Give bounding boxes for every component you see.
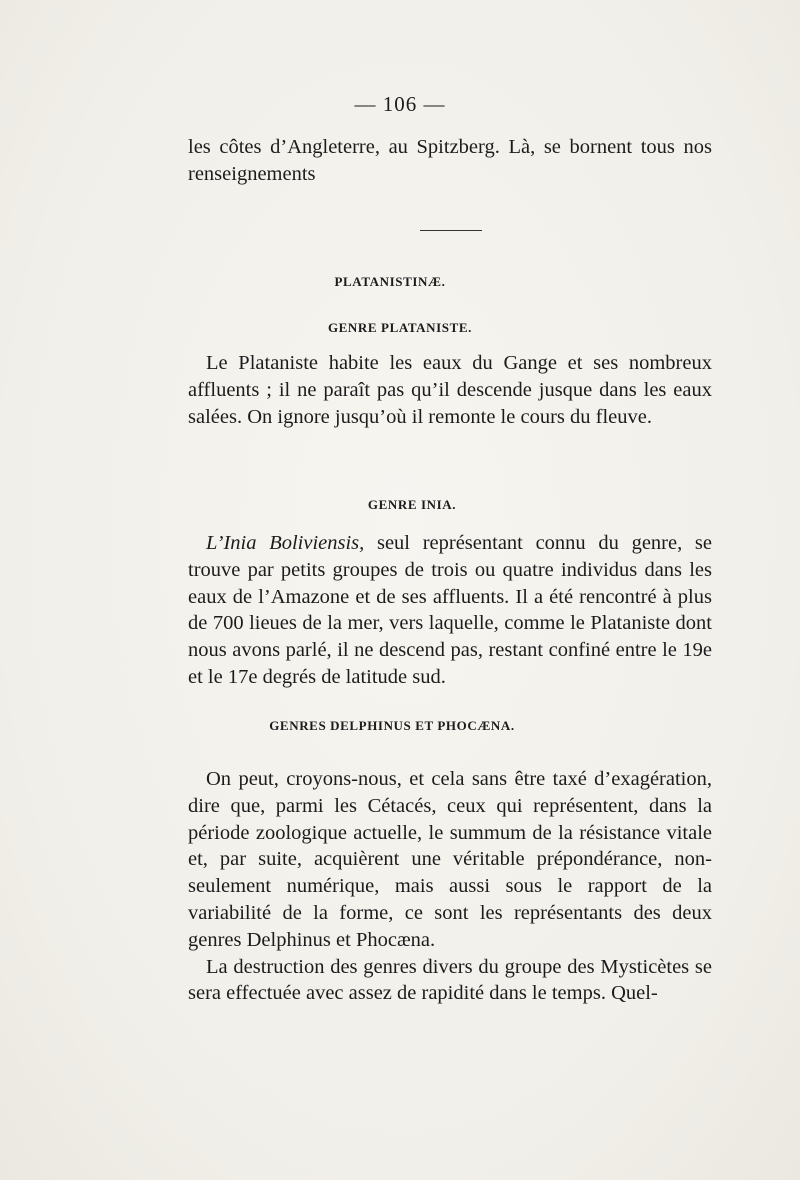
paragraph-rest: seul représentant connu du genre, se trouve par petits groupes de trois ou quatre individus dans les eaux de l’Amazone et de ses affluents. Il a été rencontré à plus de 700 lieues de la mer, vers laquelle, comme le Plataniste dont nous avons parlé, il ne descend pas, restant confiné entre le 19e et le 17e degrés de latitude sud.	[188, 532, 713, 688]
paragraph-continuation	[188, 134, 712, 188]
separator-rule	[420, 230, 482, 231]
taxon-italic: L’Inia Boliviensis,	[206, 532, 365, 554]
paragraph-inia	[188, 530, 712, 691]
section-heading-genre-plataniste	[0, 320, 800, 336]
paragraph-plataniste	[188, 350, 712, 430]
heading-text: PLATANISTINÆ.	[334, 274, 446, 289]
section-heading-genres-delphinus-phocaena	[0, 718, 792, 734]
heading-text: GENRE PLATANISTE.	[327, 320, 473, 335]
heading-text: GENRES DELPHINUS ET PHOCÆNA.	[269, 718, 515, 733]
paragraph-text: les côtes d’Angleterre, au Spitzberg. Là, se bornent tous nos renseignements	[188, 136, 712, 185]
paragraph-text: Le Plataniste habite les eaux du Gange et ses nombreux affluents ; il ne paraît pas qu’il descende jusque dans les eaux salées. On ignore jusqu’où il remonte le cours du fleuve.	[188, 352, 712, 428]
heading-text: GENRE INIA.	[367, 497, 457, 512]
page-number: — 106 —	[354, 92, 446, 116]
section-heading-genre-inia	[12, 497, 800, 513]
paragraph-text: La destruction des genres divers du groupe des Mysticètes se sera effectuée avec assez de rapidité dans le temps. Quel-	[188, 955, 712, 1005]
paragraph-text: On peut, croyons-nous, et cela sans être taxé d’exagération, dire que, parmi les Cétacés, ceux qui représentent, dans la période zoologique actuelle, le summum de la résistance vitale et, par suite, acquièrent une véritable prépondérance, non-seulement numérique, mais aussi sous le rapport de la variabilité de la forme, ce sont les représentants des deux genres Delphinus et Phocæna.	[188, 768, 712, 951]
paragraph-delphinus	[188, 766, 712, 1007]
paragraph-text	[188, 530, 712, 691]
section-heading-platanistinae	[0, 274, 790, 290]
